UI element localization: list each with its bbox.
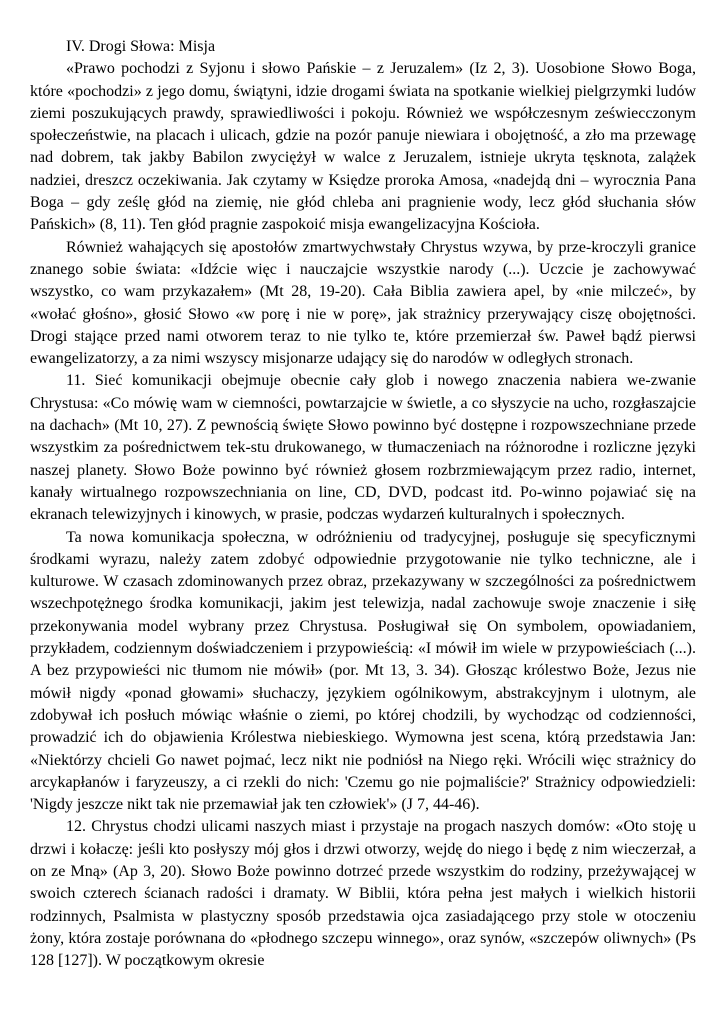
document-body: [30, 36, 696, 972]
paragraph-11-communication: 11. Sieć komunikacji obejmuje obecnie cały glob i nowego znaczenia nabiera we-zwanie Chrystusa: «Co mówię wam w ciemności, powtarzajcie w świetle, a co słyszycie na ucho, rozgłaszajcie na dachach» (Mt 10, 27). Z pewnością święte Słowo powinno być dostępne i rozpowszechniane przede wszystkim za pośrednictwem tek-stu drukowanego, w tłumaczeniach na różnorodne i rozliczne języki naszej planety. Słowo Boże powinno być również głosem rozbrzmiewającym przez radio, internet, kanały wirtualnego rozpowszechniania on line, CD, DVD, podcast itd. Po-winno pojawiać się na ekranach telewizyjnych i kinowych, w prasie, podczas wydarzeń kulturalnych i społecznych.: [30, 372, 696, 524]
section-heading: IV. Drogi Słowa: Misja: [66, 38, 216, 55]
paragraph-misja-intro: «Prawo pochodzi z Syjonu i słowo Pańskie – z Jeruzalem» (Iz 2, 3). Uosobione Słowo Boga, które «pochodzi» z jego domu, świątyni, idzie drogami świata na spotkanie wielkiej pielgrzymki ludów ziemi poszukujących prawdy, sprawiedliwości i pokoju. Również we współczesnym zeświecczonym społeczeństwie, na placach i ulicach, gdzie na pozór panuje niewiara i obojętność, a zło ma przewagę nad dobrem, tak jakby Babilon zwyciężył w walce z Jeruzalem, istnieje ukryta tęsknota, zalążek nadziei, dreszcz oczekiwania. Jak czytamy w Księdze proroka Amosa, «nadejdą dni – wyrocznia Pana Boga – gdy ześlę głód na ziemię, nie głód chleba ani pragnienie wody, lecz głód słuchania słów Pańskich» (8, 11). Ten głód pragnie zaspokoić misja ewangelizacyjna Kościoła.: [30, 60, 696, 234]
paragraph-12-family: 12. Chrystus chodzi ulicami naszych miast i przystaje na progach naszych domów: «Oto stoję u drzwi i kołaczę: jeśli kto posłyszy mój głos i drzwi otworzy, wejdę do niego i będę z nim wieczerzał, a on ze Mną» (Ap 3, 20). Słowo Boże powinno dotrzeć przede wszystkim do rodziny, przeżywającej w swoich czterech ścianach radości i dramaty. W Biblii, która pełna jest małych i wielkich historii rodzinnych, Psalmista w plastyczny sposób przedstawia ojca zasiadającego przy stole w otoczeniu żony, która zostaje porównana do «płodnego szczepu winnego», oraz synów, «szczepów oliwnych» (Ps 128 [127]). W początkowym okresie: [30, 818, 696, 970]
paragraph-new-communication: Ta nowa komunikacja społeczna, w odróżnieniu od tradycyjnej, posługuje się specyficznymi środkami wyrazu, należy zatem zdobyć odpowiednie przygotowanie nie tylko techniczne, ale i kulturowe. W czasach zdominowanych przez obraz, przekazywany w szczególności za pośrednictwem wszechpotężnego środka komunikacji, jakim jest telewizja, nadal zachowuje swoje znaczenie i siłę przekonywania model wybrany przez Chrystusa. Posługiwał się On symbolem, opowiadaniem, przykładem, codziennym doświadczeniem i przypowieścią: «I mówił im wiele w przypowieściach (...). A bez przypowieści nic tłumom nie mówił» (por. Mt 13, 3. 34). Głosząc królestwo Boże, Jezus nie mówił nigdy «ponad głowami» słuchaczy, językiem ogólnikowym, abstrakcyjnym i ulotnym, ale zdobywał ich posłuch mówiąc właśnie o ziemi, po której chodzili, by wychodząc od codzienności, prowadzić ich do objawienia Królestwa niebieskiego. Wymowna jest scena, którą przedstawia Jan: «Niektórzy chcieli Go nawet pojmać, lecz nikt nie podniósł na Niego ręki. Wrócili więc strażnicy do arcykapłanów i faryzeuszy, a ci rzekli do nich: 'Czemu go nie pojmaliście?' Strażnicy odpowiedzieli: 'Nigdy jeszcze nikt tak nie przemawiał jak ten człowiek'» (J 7, 44-46).: [30, 528, 696, 814]
paragraph-apostles: Również wahających się apostołów zmartwychwstały Chrystus wzywa, by prze-kroczyli granice znanego sobie świata: «Idźcie więc i nauczajcie wszystkie narody (...). Uczcie je zachowywać wszystko, co wam przykazałem» (Mt 28, 19-20). Cała Biblia zawiera apel, by «nie milczeć», by «wołać głośno», głosić Słowo «w porę i nie w porę», jak strażnicy przerywający ciszę obojętności. Drogi stające przed nami otworem teraz to nie tylko te, które przemierzał św. Paweł bądź pierwsi ewangelizatorzy, a za nimi wszyscy misjonarze udający się do narodów w odległych stronach.: [30, 238, 696, 368]
